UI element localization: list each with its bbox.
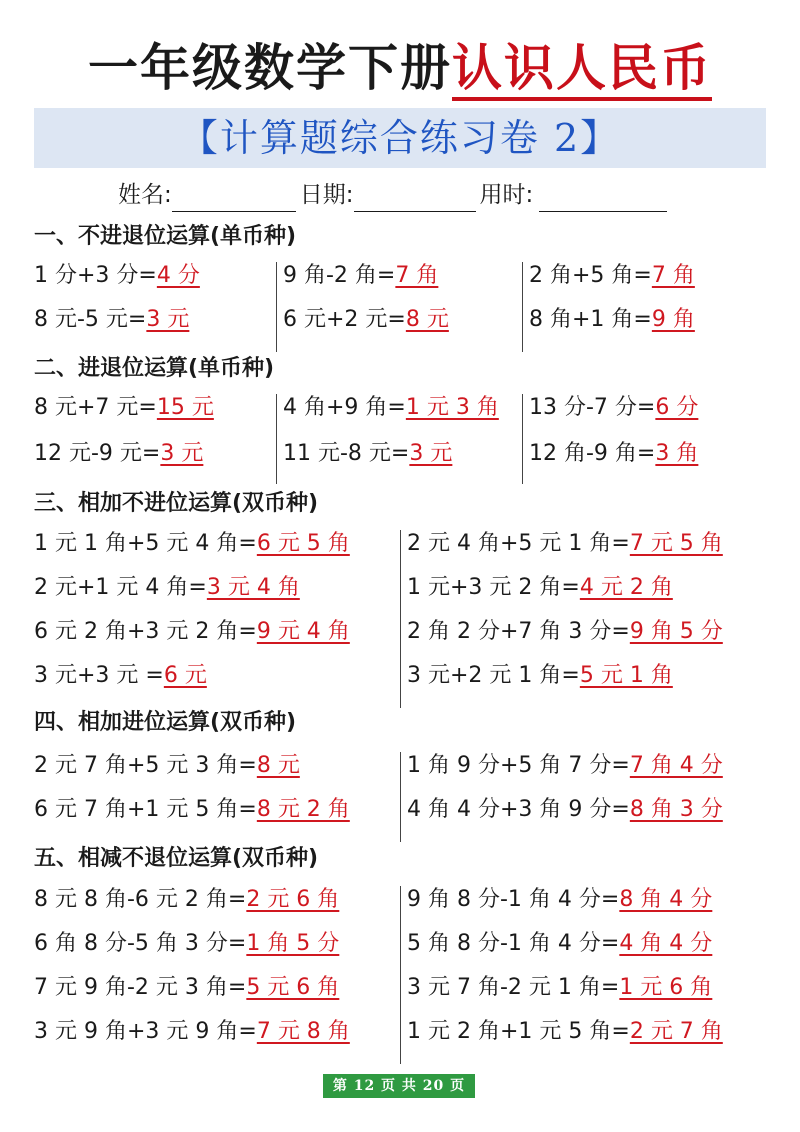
equation-question: 6 角 8 分-5 角 3 分= xyxy=(34,931,247,956)
equation-item xyxy=(34,886,339,914)
time-field[interactable] xyxy=(539,188,667,212)
equation-answer: 3 元 xyxy=(409,441,453,466)
equation-question: 7 元 9 角-2 元 3 角= xyxy=(34,975,247,1000)
equation-question: 2 元 7 角+5 元 3 角= xyxy=(34,753,257,778)
equation-item xyxy=(407,930,712,958)
section-title: 五、相减不退位运算(双币种) xyxy=(34,846,319,871)
equation-question: 2 元+1 元 4 角= xyxy=(34,575,207,600)
equation-item xyxy=(407,752,723,780)
equation-question: 1 分+3 分= xyxy=(34,263,157,288)
equation-question: 2 元 4 角+5 元 1 角= xyxy=(407,531,630,556)
equation-question: 1 元 2 角+1 元 5 角= xyxy=(407,1019,630,1044)
equation-answer: 4 元 2 角 xyxy=(579,575,673,600)
equation-question: 3 元+3 元 = xyxy=(34,663,164,688)
equation-question: 9 角 8 分-1 角 4 分= xyxy=(407,887,620,912)
title-topic: 认识人民币 xyxy=(452,39,712,101)
equation-item xyxy=(529,306,695,334)
equation-answer: 7 角 4 分 xyxy=(629,753,723,778)
equation-item xyxy=(407,618,723,646)
equation-item xyxy=(529,394,698,422)
equation-answer: 7 角 xyxy=(651,263,695,288)
equation-item xyxy=(34,262,200,290)
equation-item xyxy=(34,394,214,422)
equation-item xyxy=(407,574,673,602)
equation-question: 8 元-5 元= xyxy=(34,307,147,332)
name-field[interactable] xyxy=(172,188,296,212)
section-title: 四、相加进位运算(双币种) xyxy=(34,710,297,735)
equation-question: 4 角+9 角= xyxy=(283,395,406,420)
equation-item xyxy=(283,262,438,290)
exercise-column xyxy=(276,262,449,352)
exercise-column xyxy=(400,886,723,1064)
section-title: 三、相加不进位运算(双币种) xyxy=(34,491,319,516)
equation-answer: 8 元 xyxy=(256,753,300,778)
equation-answer: 8 角 3 分 xyxy=(629,797,723,822)
equation-answer: 5 元 6 角 xyxy=(246,975,340,1000)
equation-item xyxy=(34,306,189,334)
date-label: 日期: xyxy=(299,182,354,208)
subtitle-text: 【计算题综合练习卷 2】 xyxy=(179,116,621,160)
equation-answer: 6 分 xyxy=(655,395,699,420)
equation-answer: 6 元 5 角 xyxy=(256,531,350,556)
equation-item xyxy=(407,1018,723,1046)
equation-item xyxy=(407,974,712,1002)
equation-item xyxy=(283,306,449,334)
exercise-column xyxy=(276,394,499,484)
exercise-column xyxy=(522,394,699,484)
equation-question: 6 元+2 元= xyxy=(283,307,406,332)
date-field[interactable] xyxy=(354,188,476,212)
equation-question: 1 元+3 元 2 角= xyxy=(407,575,580,600)
exercise-column xyxy=(400,752,723,842)
equation-answer: 1 元 6 角 xyxy=(619,975,713,1000)
equation-item xyxy=(529,440,698,468)
equation-question: 6 元 2 角+3 元 2 角= xyxy=(34,619,257,644)
equation-question: 12 元-9 元= xyxy=(34,441,161,466)
equation-answer: 5 元 1 角 xyxy=(579,663,673,688)
equation-question: 3 元 9 角+3 元 9 角= xyxy=(34,1019,257,1044)
equation-answer: 4 分 xyxy=(156,263,200,288)
equation-item xyxy=(34,796,350,824)
section-title: 二、进退位运算(单币种) xyxy=(34,356,275,381)
name-label: 姓名: xyxy=(118,182,172,208)
equation-answer: 1 元 3 角 xyxy=(405,395,499,420)
equation-answer: 8 元 xyxy=(405,307,449,332)
equation-answer: 3 元 xyxy=(160,441,204,466)
equation-answer: 3 元 4 角 xyxy=(206,575,300,600)
equation-question: 3 元 7 角-2 元 1 角= xyxy=(407,975,620,1000)
equation-item xyxy=(34,574,300,602)
exercise-column xyxy=(400,530,723,708)
equation-question: 4 角 4 分+3 角 9 分= xyxy=(407,797,630,822)
equation-answer: 15 元 xyxy=(156,395,214,420)
equation-item xyxy=(283,440,452,468)
equation-answer: 8 元 2 角 xyxy=(256,797,350,822)
equation-item xyxy=(407,796,723,824)
equation-item xyxy=(34,930,339,958)
equation-answer: 9 角 xyxy=(651,307,695,332)
equation-answer: 2 元 6 角 xyxy=(246,887,340,912)
equation-item xyxy=(529,262,695,290)
equation-answer: 7 元 8 角 xyxy=(256,1019,350,1044)
equation-question: 11 元-8 元= xyxy=(283,441,410,466)
equation-question: 12 角-9 角= xyxy=(529,441,656,466)
equation-question: 8 元 8 角-6 元 2 角= xyxy=(34,887,247,912)
equation-answer: 3 角 xyxy=(655,441,699,466)
equation-item xyxy=(407,886,712,914)
equation-question: 2 角+5 角= xyxy=(529,263,652,288)
equation-answer: 4 角 4 分 xyxy=(619,931,713,956)
equation-question: 2 角 2 分+7 角 3 分= xyxy=(407,619,630,644)
equation-answer: 3 元 xyxy=(146,307,190,332)
equation-question: 5 角 8 分-1 角 4 分= xyxy=(407,931,620,956)
page-number-badge xyxy=(323,1074,475,1098)
equation-question: 3 元+2 元 1 角= xyxy=(407,663,580,688)
equation-item xyxy=(34,440,203,468)
equation-item xyxy=(283,394,499,422)
equation-item xyxy=(407,662,673,690)
equation-question: 6 元 7 角+1 元 5 角= xyxy=(34,797,257,822)
equation-question: 13 分-7 分= xyxy=(529,395,656,420)
equation-item xyxy=(407,530,723,558)
page-number-text: 第 12 页 共 20 页 xyxy=(332,1078,466,1094)
equation-question: 8 角+1 角= xyxy=(529,307,652,332)
equation-item xyxy=(34,974,339,1002)
equation-answer: 6 元 xyxy=(163,663,207,688)
student-info-row xyxy=(118,178,671,212)
equation-answer: 1 角 5 分 xyxy=(246,931,340,956)
equation-answer: 7 角 xyxy=(395,263,439,288)
worksheet-title xyxy=(0,36,800,100)
equation-question: 1 角 9 分+5 角 7 分= xyxy=(407,753,630,778)
time-label: 用时: xyxy=(479,182,534,208)
section-title: 一、不进退位运算(单币种) xyxy=(34,224,297,249)
equation-answer: 9 角 5 分 xyxy=(629,619,723,644)
exercise-column xyxy=(522,262,695,352)
equation-item xyxy=(34,662,207,690)
equation-item xyxy=(34,1018,350,1046)
equation-answer: 8 角 4 分 xyxy=(619,887,713,912)
equation-item xyxy=(34,618,350,646)
title-main: 一年级数学下册 xyxy=(88,39,452,97)
equation-item xyxy=(34,530,350,558)
equation-question: 8 元+7 元= xyxy=(34,395,157,420)
equation-answer: 9 元 4 角 xyxy=(256,619,350,644)
subtitle-banner xyxy=(34,108,766,168)
equation-question: 9 角-2 角= xyxy=(283,263,396,288)
equation-item xyxy=(34,752,300,780)
equation-answer: 7 元 5 角 xyxy=(629,531,723,556)
equation-question: 1 元 1 角+5 元 4 角= xyxy=(34,531,257,556)
equation-answer: 2 元 7 角 xyxy=(629,1019,723,1044)
